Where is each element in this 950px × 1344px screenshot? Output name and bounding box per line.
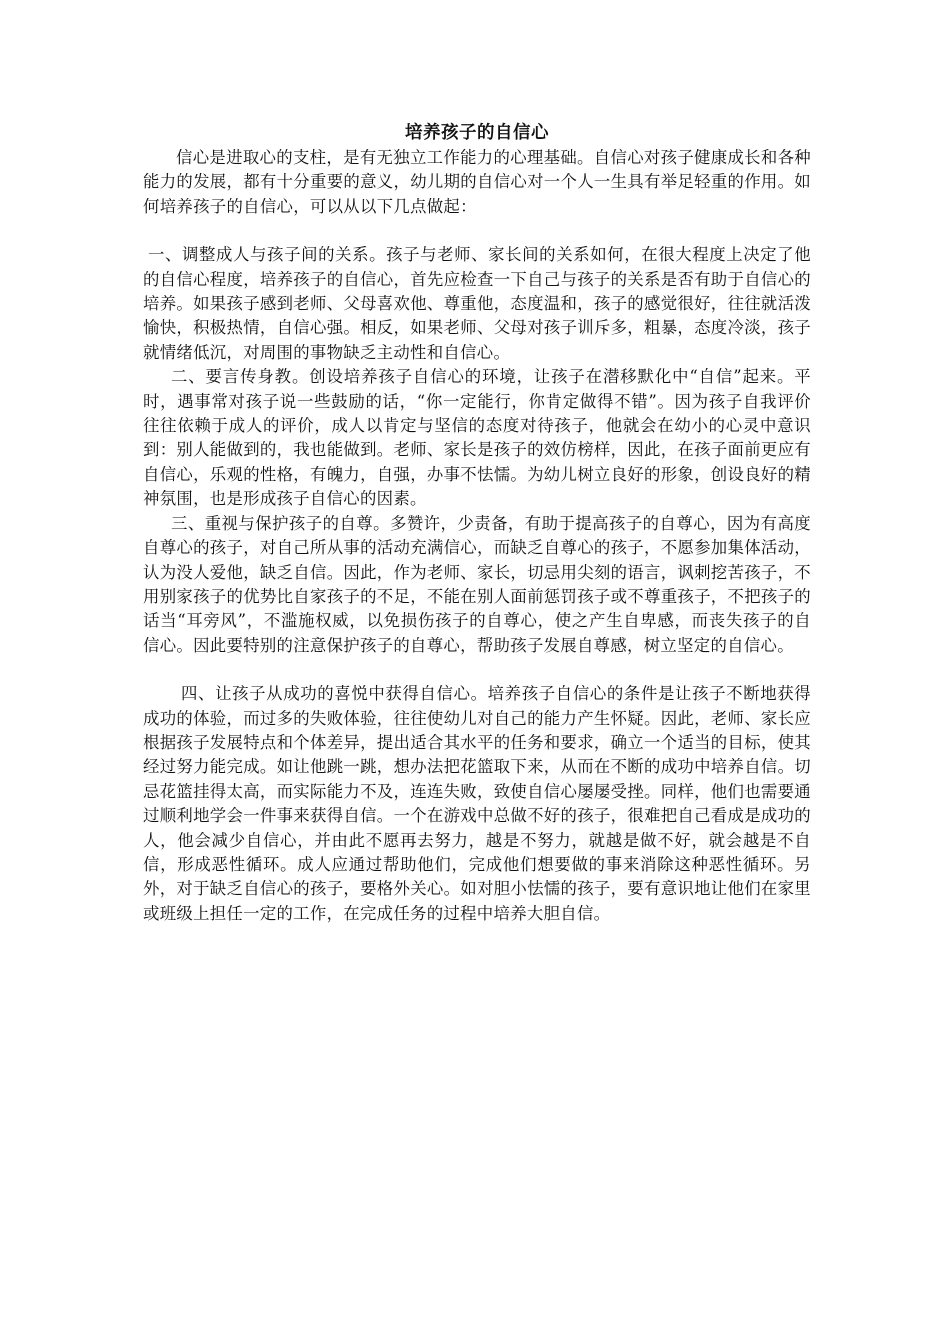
page-title: 培养孩子的自信心 <box>405 123 549 143</box>
intro-paragraph: 信心是进取心的支柱，是有无独立工作能力的心理基础。自信心对孩子健康成长和各种能力的发展，都有十分重要的意义，幼儿期的自信心对一个人一生具有举足轻重的作用。如何培养孩子的自信心，可以从以下几点做起： <box>143 148 811 216</box>
document-body <box>143 120 811 926</box>
section-paragraph-3: 三、重视与保护孩子的自尊。多赞许，少责备，有助于提高孩子的自尊心，因为有高度自尊心的孩子，对自己所从事的活动充满信心，而缺乏自尊心的孩子，不愿参加集体活动，认为没人爱他，缺乏自信。因此，作为老师、家长，切忌用尖刻的语言，讽刺挖苦孩子，不用别家孩子的优势比自家孩子的不足，不能在别人面前惩罚孩子或不尊重孩子，不把孩子的话当“耳旁风”，不滥施权威，以免损伤孩子的自尊心，使之产生自卑感，而丧失孩子的自信心。因此要特别的注意保护孩子的自尊心，帮助孩子发展自尊感，树立坚定的自信心。 <box>143 513 811 655</box>
section-paragraph-2: 二、要言传身教。创设培养孩子自信心的环境，让孩子在潜移默化中“自信”起来。平时，遇事常对孩子说一些鼓励的话，“你一定能行，你肯定做得不错”。因为孩子自我评价往往依赖于成人的评价，成人以肯定与坚信的态度对待孩子，他就会在幼小的心灵中意识到：别人能做到的，我也能做到。老师、家长是孩子的效仿榜样，因此，在孩子面前更应有自信心，乐观的性格，有魄力，自强，办事不怯懦。为幼儿树立良好的形象，创设良好的精神氛围，也是形成孩子自信心的因素。 <box>143 367 811 509</box>
section-paragraph-1: 一、调整成人与孩子间的关系。孩子与老师、家长间的关系如何，在很大程度上决定了他的自信心程度，培养孩子的自信心，首先应检查一下自己与孩子的关系是否有助于自信心的培养。如果孩子感到老师、父母喜欢他、尊重他，态度温和，孩子的感觉很好，往往就活泼愉快，积极热情，自信心强。相反，如果老师、父母对孩子训斥多，粗暴，态度冷淡，孩子就情绪低沉，对周围的事物缺乏主动性和自信心。 <box>143 245 811 362</box>
section-paragraph-4: 四、让孩子从成功的喜悦中获得自信心。培养孩子自信心的条件是让孩子不断地获得成功的体验，而过多的失败体验，往往使幼儿对自己的能力产生怀疑。因此，老师、家长应根据孩子发展特点和个体差异，提出适合其水平的任务和要求，确立一个适当的目标，使其经过努力能完成。如让他跳一跳，想办法把花篮取下来，从而在不断的成功中培养自信。切忌花篮挂得太高，而实际能力不及，连连失败，致使自信心屡屡受挫。同样，他们也需要通过顺利地学会一件事来获得自信。一个在游戏中总做不好的孩子，很难把自己看成是成功的人，他会减少自信心，并由此不愿再去努力，越是不努力，就越是做不好，就会越是不自信，形成恶性循环。成人应通过帮助他们，完成他们想要做的事来消除这种恶性循环。另外，对于缺乏自信心的孩子，要格外关心。如对胆小怯懦的孩子，要有意识地让他们在家里或班级上担任一定的工作，在完成任务的过程中培养大胆自信。 <box>143 684 811 923</box>
paragraph-gap <box>143 219 811 243</box>
paragraph-gap <box>143 658 811 682</box>
